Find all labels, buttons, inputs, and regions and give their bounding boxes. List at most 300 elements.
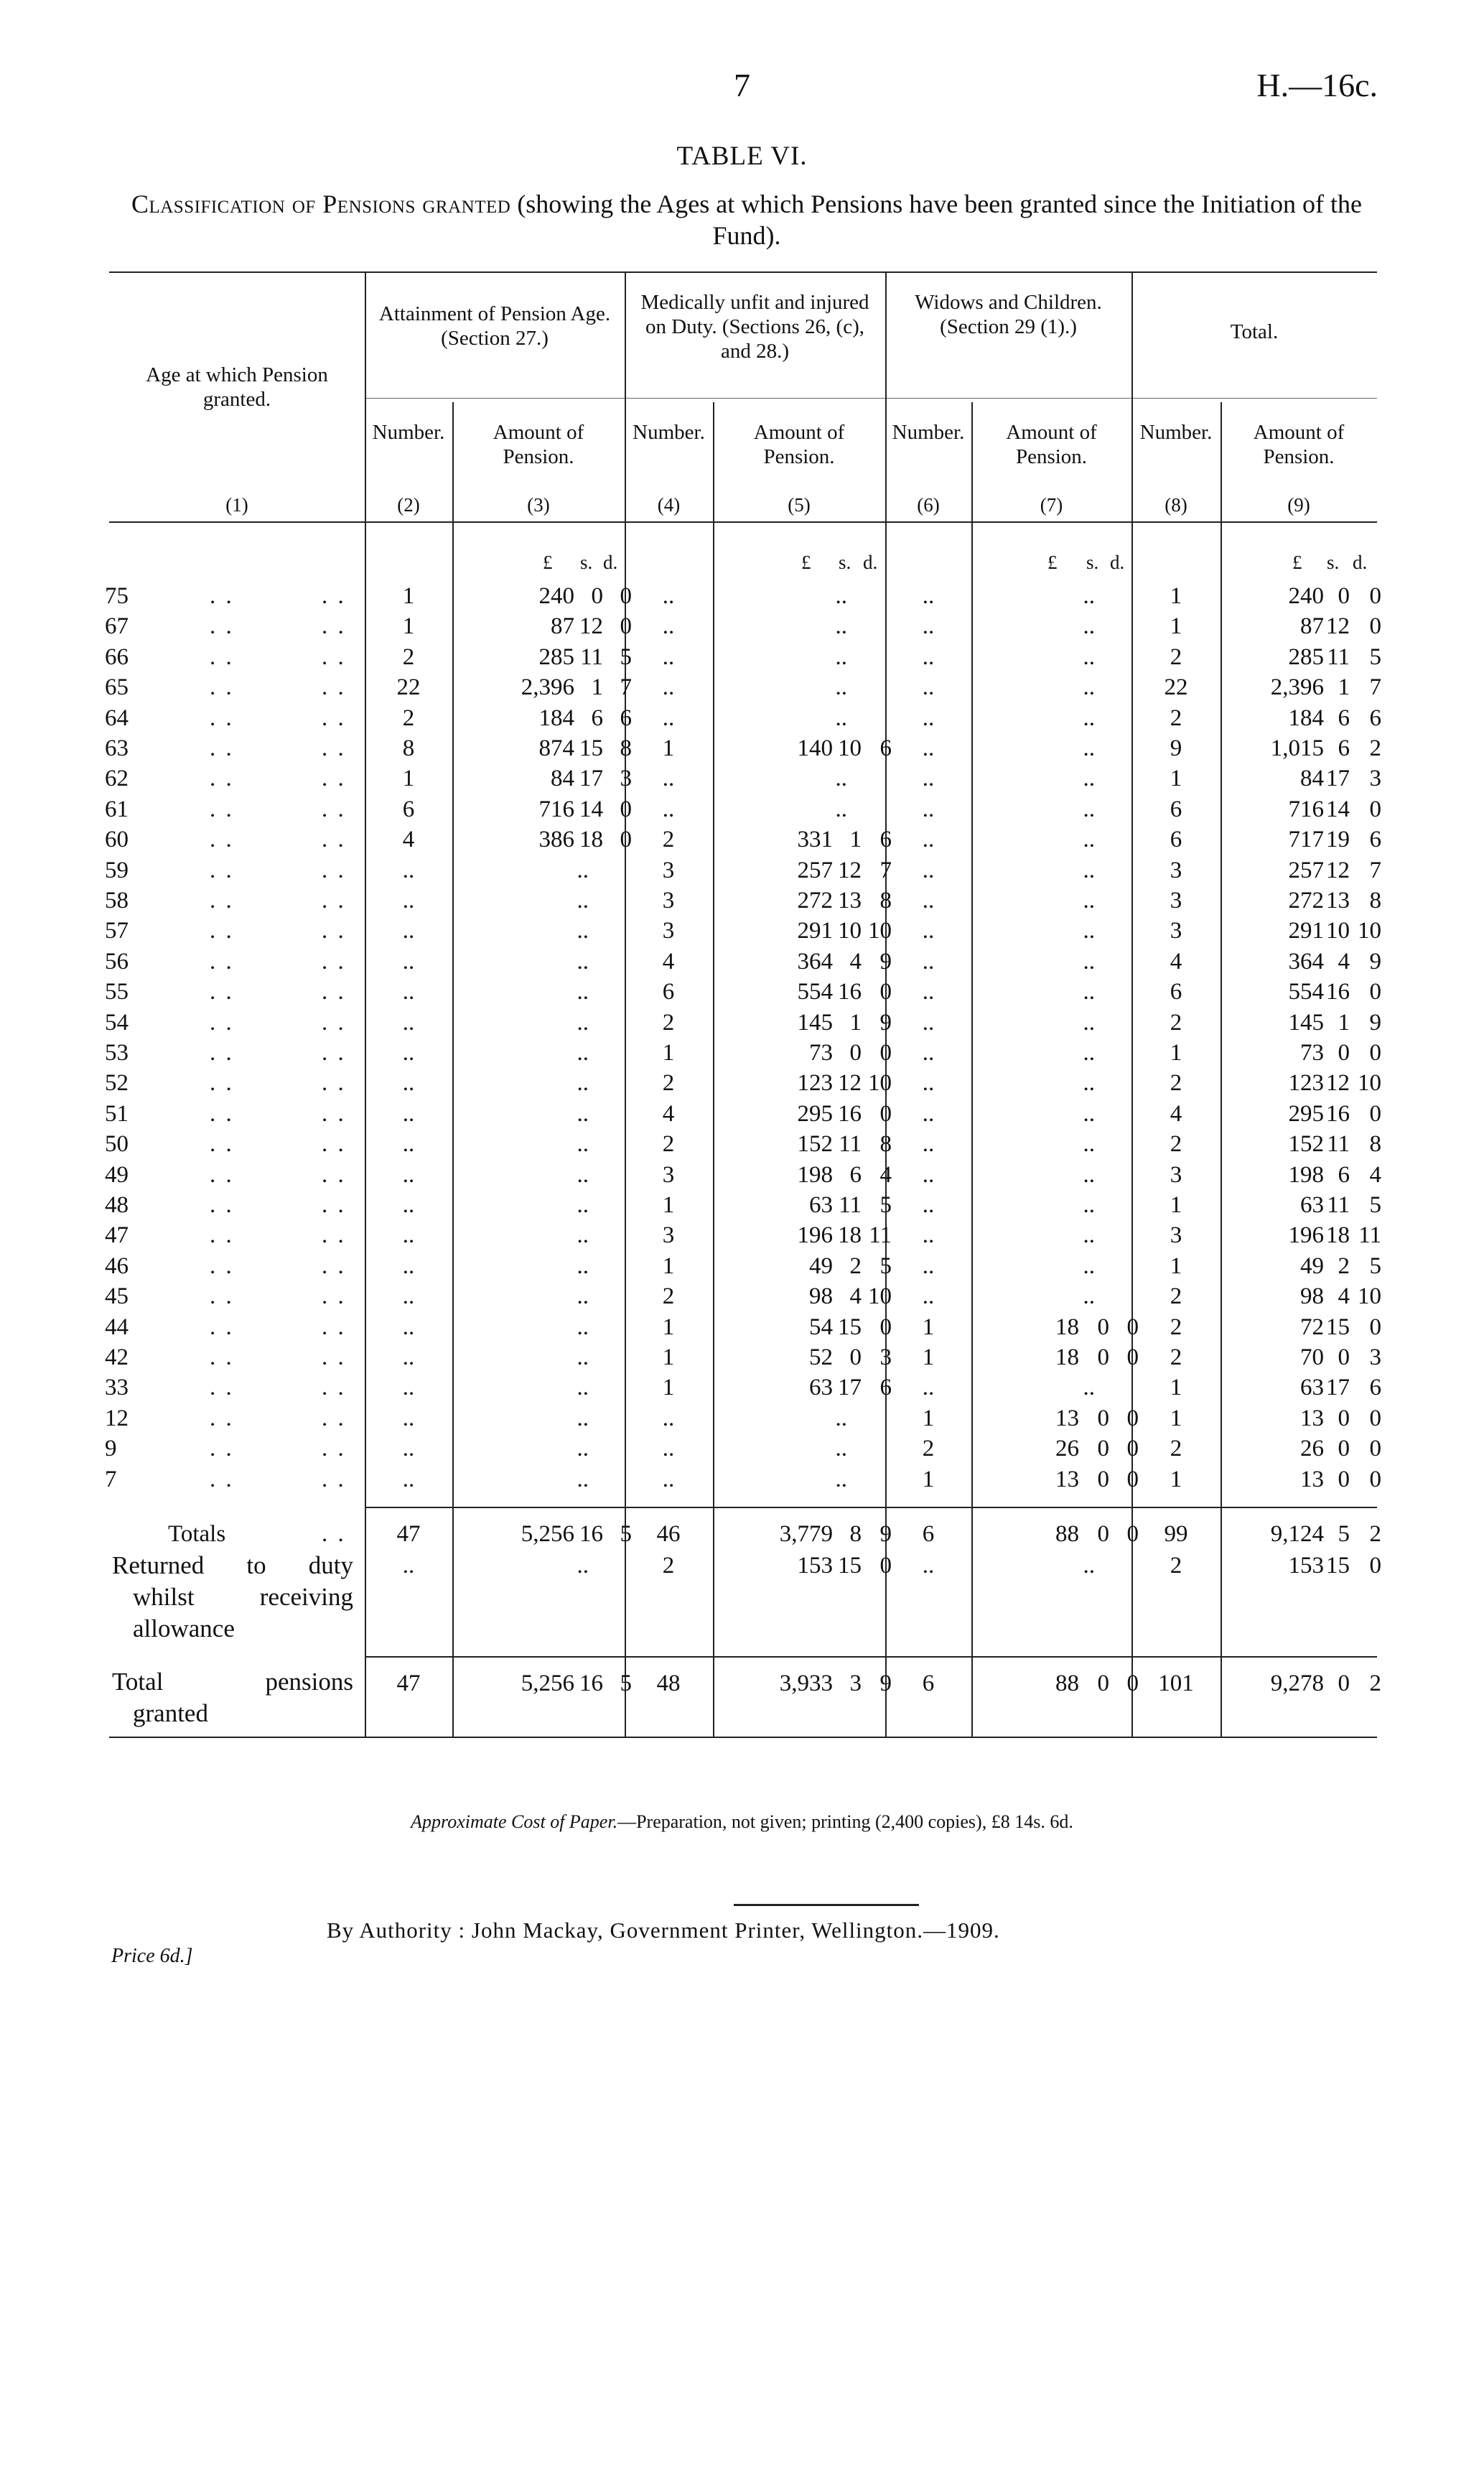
number-cell: .. [922, 613, 935, 639]
pence-cell: 10 [868, 1070, 892, 1096]
age-cell: 61 [105, 796, 129, 822]
number-cell: 2 [402, 644, 415, 670]
totals-row [0, 1521, 1484, 1551]
number-cell: .. [922, 858, 935, 883]
number-cell: 3 [662, 858, 675, 883]
leader-dots: . . [210, 918, 234, 944]
amount-cell: .. [1083, 1222, 1095, 1248]
number-cell: 2 [662, 827, 675, 852]
pounds-cell: 364 [1288, 949, 1324, 975]
number-cell: 6 [1170, 796, 1182, 822]
leader-dots: . . [322, 1436, 346, 1461]
pounds-cell: 84 [1300, 766, 1324, 791]
pounds-cell: 285 [1288, 644, 1324, 670]
leader-dots: . . [210, 1162, 234, 1188]
table-row [0, 1314, 1484, 1344]
pence-cell: 5 [620, 644, 632, 670]
shillings-cell: 13 [1326, 888, 1350, 914]
pence-cell: 0 [620, 827, 632, 852]
leader-dots: . . [210, 583, 234, 609]
pence-cell: 5 [879, 1253, 892, 1279]
pounds-cell: 63 [1300, 1192, 1324, 1218]
pounds-cell: 272 [1288, 888, 1324, 914]
pence-cell: 0 [620, 613, 632, 639]
shillings-cell: 12 [1326, 1070, 1350, 1096]
amount-cell: .. [1083, 1253, 1095, 1279]
age-cell: 7 [105, 1467, 117, 1492]
total-group-header: Total. [1230, 320, 1279, 343]
amount-cell: .. [577, 1344, 589, 1370]
leader-dots: . . [210, 979, 234, 1005]
number-cell: .. [922, 979, 935, 1005]
pence-cell: 3 [1369, 1344, 1381, 1370]
pence-cell: 0 [1369, 1101, 1381, 1127]
pence-cell: 9 [1369, 949, 1381, 975]
number-cell: .. [922, 1010, 935, 1036]
pounds-cell: 26 [1300, 1436, 1324, 1461]
number-cell: 4 [402, 827, 415, 852]
number-cell: .. [402, 1222, 415, 1248]
amount-cell: .. [1083, 1101, 1095, 1127]
pounds-cell: 240 [538, 583, 574, 609]
number-cell: 2 [662, 1131, 675, 1157]
leader-dots: . . [322, 979, 346, 1005]
pence-cell: 0 [1369, 583, 1381, 609]
shillings-cell: 0 [1338, 1670, 1350, 1696]
shillings-cell: 1 [1338, 1010, 1350, 1036]
amount-cell: .. [577, 1222, 589, 1248]
amount-cell: .. [577, 918, 589, 944]
pounds-cell: 73 [1300, 1040, 1324, 1066]
pounds-cell: 295 [1288, 1101, 1324, 1127]
amount-cell: .. [1083, 705, 1095, 731]
table-row [0, 1253, 1484, 1283]
pounds-cell: 554 [797, 979, 833, 1005]
shillings-cell: 11 [1327, 1131, 1350, 1157]
pence-cell: 9 [1369, 1010, 1381, 1036]
number-cell: 2 [1170, 705, 1182, 731]
pence-cell: 6 [879, 827, 892, 852]
number-cell: 3 [662, 1162, 675, 1188]
amount-subheader: Amount of Pension. [1253, 421, 1345, 468]
pence-cell: 0 [1126, 1314, 1139, 1340]
number-cell: 1 [1170, 1040, 1182, 1066]
pence-symbol: d. [1353, 552, 1368, 573]
pence-cell: 9 [879, 1521, 892, 1547]
pence-cell: 0 [879, 1040, 892, 1066]
number-cell: .. [922, 949, 935, 975]
pence-cell: 6 [1369, 1375, 1381, 1400]
pence-cell: 0 [620, 796, 632, 822]
page-number: 7 [734, 67, 750, 103]
table-row [0, 888, 1484, 918]
leader-dots: . . [322, 705, 346, 731]
number-cell: .. [662, 613, 675, 639]
pence-cell: 0 [1369, 1314, 1381, 1340]
number-cell: .. [402, 888, 415, 914]
shilling-symbol: s. [1327, 552, 1340, 573]
leader-dots: . . [210, 1070, 234, 1096]
amount-cell: .. [1083, 888, 1095, 914]
shillings-cell: 0 [1338, 1405, 1350, 1431]
shillings-cell: 11 [1327, 644, 1350, 670]
age-cell: 49 [105, 1162, 129, 1188]
number-cell: 1 [402, 613, 415, 639]
amount-cell: .. [835, 674, 847, 700]
number-subheader: Number. [1139, 421, 1213, 444]
shillings-cell: 16 [838, 979, 862, 1005]
pence-cell: 10 [1358, 1070, 1381, 1096]
leader-dots: . . [210, 858, 234, 883]
pence-cell: 9 [879, 949, 892, 975]
amount-cell: .. [835, 613, 847, 639]
shillings-cell: 16 [1326, 1101, 1350, 1127]
pence-cell: 6 [620, 705, 632, 731]
pence-cell: 8 [1369, 888, 1381, 914]
number-cell: .. [402, 1131, 415, 1157]
number-cell: 2 [662, 1010, 675, 1036]
pounds-cell: 18 [1055, 1314, 1079, 1340]
shillings-cell: 17 [579, 766, 603, 791]
age-cell: 33 [105, 1375, 129, 1400]
number-cell: 1 [922, 1467, 935, 1492]
amount-cell: .. [835, 766, 847, 791]
pence-cell: 0 [1126, 1436, 1139, 1461]
number-subheader: Number. [633, 421, 705, 444]
amount-cell: .. [577, 1553, 589, 1579]
pence-symbol: d. [1110, 552, 1125, 573]
age-cell: 53 [105, 1040, 129, 1066]
amount-cell: .. [577, 1040, 589, 1066]
table-row [0, 1162, 1484, 1192]
number-cell: .. [922, 644, 935, 670]
leader-dots: . . [322, 613, 346, 639]
shillings-cell: 0 [849, 1040, 862, 1066]
number-cell: 47 [396, 1670, 421, 1696]
pounds-cell: 63 [809, 1192, 833, 1218]
age-cell: 46 [105, 1253, 129, 1279]
pounds-cell: 152 [797, 1131, 833, 1157]
pounds-cell: 63 [1300, 1375, 1324, 1400]
number-cell: 2 [402, 705, 415, 731]
shillings-cell: 17 [838, 1375, 862, 1400]
number-cell: .. [922, 888, 935, 914]
number-cell: 2 [1170, 1070, 1182, 1096]
leader-dots: . . [210, 827, 234, 852]
pounds-cell: 145 [1288, 1010, 1324, 1036]
age-cell: 45 [105, 1283, 129, 1309]
shillings-cell: 17 [1326, 766, 1350, 791]
amount-cell: .. [577, 1101, 589, 1127]
number-cell: .. [402, 1101, 415, 1127]
number-cell: .. [922, 674, 935, 700]
number-cell: .. [402, 1344, 415, 1370]
age-cell: 44 [105, 1314, 129, 1340]
number-cell: .. [402, 1314, 415, 1340]
number-cell: .. [662, 644, 675, 670]
number-cell: .. [662, 1405, 675, 1431]
number-cell: .. [922, 1192, 935, 1218]
leader-dots: . . [322, 888, 346, 914]
leader-dots: . . [322, 949, 346, 975]
leader-dots: . . [322, 1405, 346, 1431]
shillings-cell: 16 [579, 1521, 603, 1547]
number-cell: .. [662, 583, 675, 609]
leader-dots: . . [210, 1010, 234, 1036]
shillings-cell: 1 [591, 674, 603, 700]
leader-dots: . . [322, 583, 346, 609]
pounds-cell: 123 [797, 1070, 833, 1096]
pound-symbol: £ [1047, 552, 1058, 573]
table-row [0, 1222, 1484, 1253]
number-cell: .. [402, 1010, 415, 1036]
number-cell: .. [922, 1375, 935, 1400]
group-header-rule [365, 398, 1377, 399]
document-reference: H.—16c. [1256, 67, 1378, 103]
shillings-cell: 6 [849, 1162, 862, 1188]
pence-cell: 2 [1369, 1521, 1381, 1547]
table-caption [122, 188, 1371, 251]
pence-cell: 7 [1369, 674, 1381, 700]
pounds-cell: 70 [1300, 1344, 1324, 1370]
leader-dots: . . [210, 796, 234, 822]
shillings-cell: 6 [1338, 705, 1350, 731]
number-cell: .. [922, 1283, 935, 1309]
number-cell: 1 [662, 1040, 675, 1066]
pence-cell: 0 [1126, 1467, 1139, 1492]
column-number: (6) [917, 494, 940, 516]
number-cell: 1 [922, 1405, 935, 1431]
leader-dots: . . [210, 1467, 234, 1492]
age-cell: 50 [105, 1131, 129, 1157]
table-row [0, 796, 1484, 827]
pounds-cell: 52 [809, 1344, 833, 1370]
pence-cell: 0 [1126, 1344, 1139, 1370]
shillings-cell: 0 [1097, 1670, 1109, 1696]
number-cell: 1 [662, 1375, 675, 1400]
pounds-cell: 196 [797, 1222, 833, 1248]
amount-subheader: Amount of Pension. [493, 421, 584, 468]
caption-rest: (showing the Ages at which Pensions have been granted since the Initiation of the Fund). [510, 190, 1363, 250]
column-number: (1) [225, 494, 248, 516]
pounds-cell: 196 [1288, 1222, 1324, 1248]
pence-cell: 6 [879, 735, 892, 761]
number-cell: 2 [1170, 1344, 1182, 1370]
pounds-cell: 49 [1300, 1253, 1324, 1279]
shillings-cell: 0 [1097, 1344, 1109, 1370]
pence-cell: 10 [1358, 918, 1381, 944]
number-cell: .. [922, 827, 935, 852]
table-row [0, 1070, 1484, 1100]
pounds-cell: 87 [1300, 613, 1324, 639]
pounds-cell: 13 [1300, 1467, 1324, 1492]
pounds-cell: 98 [809, 1283, 833, 1309]
shillings-cell: 10 [838, 735, 862, 761]
number-cell: 2 [1170, 1553, 1182, 1579]
number-cell: 2 [1170, 644, 1182, 670]
number-cell: .. [402, 1436, 415, 1461]
shillings-cell: 4 [849, 1283, 862, 1309]
pounds-cell: 63 [809, 1375, 833, 1400]
shillings-cell: 16 [1326, 979, 1350, 1005]
number-cell: .. [922, 766, 935, 791]
header-bottom-rule [109, 521, 1377, 523]
pounds-cell: 1,015 [1270, 735, 1324, 761]
leader-dots: . . [210, 1375, 234, 1400]
pounds-cell: 153 [797, 1553, 833, 1579]
age-cell: 63 [105, 735, 129, 761]
pence-cell: 0 [1369, 979, 1381, 1005]
shillings-cell: 0 [1097, 1405, 1109, 1431]
pounds-cell: 874 [538, 735, 574, 761]
shillings-cell: 15 [838, 1314, 862, 1340]
amount-cell: .. [835, 1467, 847, 1492]
pence-cell: 4 [879, 1162, 892, 1188]
pounds-cell: 198 [1288, 1162, 1324, 1188]
number-cell: .. [402, 1070, 415, 1096]
amount-cell: .. [1083, 613, 1095, 639]
number-cell: 1 [662, 1192, 675, 1218]
pence-symbol: d. [863, 552, 878, 573]
authority-rule [734, 1904, 919, 1906]
table-row [0, 1344, 1484, 1375]
leader-dots: . . [322, 735, 346, 761]
pounds-cell: 184 [538, 705, 574, 731]
age-cell: 47 [105, 1222, 129, 1248]
leader-dots: . . [322, 1101, 346, 1127]
pence-cell: 11 [869, 1222, 892, 1248]
shillings-cell: 17 [1326, 1375, 1350, 1400]
amount-cell: .. [577, 1283, 589, 1309]
table-top-rule [109, 271, 1377, 273]
pence-cell: 0 [1369, 1040, 1381, 1066]
column-number: (9) [1287, 494, 1310, 516]
age-cell: 65 [105, 674, 129, 700]
pence-cell: 3 [879, 1344, 892, 1370]
age-cell: 57 [105, 918, 129, 944]
pence-cell: 0 [1369, 613, 1381, 639]
table-title: TABLE VI. [676, 141, 808, 171]
table-row [0, 1192, 1484, 1222]
amount-cell: .. [1083, 735, 1095, 761]
leader-dots: . . [322, 858, 346, 883]
number-cell: .. [662, 1467, 675, 1492]
shillings-cell: 1 [1338, 674, 1350, 700]
number-cell: .. [402, 1253, 415, 1279]
number-cell: 3 [662, 918, 675, 944]
pounds-cell: 295 [797, 1101, 833, 1127]
table-row [0, 583, 1484, 613]
number-cell: 101 [1158, 1670, 1194, 1696]
shillings-cell: 1 [849, 827, 862, 852]
returned-label-line1: Returned to duty [112, 1551, 353, 1579]
number-cell: 2 [1170, 1314, 1182, 1340]
number-cell: 1 [1170, 613, 1182, 639]
amount-cell: .. [1083, 979, 1095, 1005]
widows-group-header: Widows and Children. (Section 29 (1).) [915, 291, 1102, 338]
column-number: (2) [397, 494, 420, 516]
pounds-cell: 3,779 [779, 1521, 833, 1547]
pence-cell: 7 [620, 674, 632, 700]
column-number: (8) [1165, 494, 1187, 516]
pounds-cell: 257 [1288, 858, 1324, 883]
pounds-cell: 88 [1055, 1521, 1079, 1547]
pounds-cell: 291 [797, 918, 833, 944]
pounds-cell: 54 [809, 1314, 833, 1340]
price: Price 6d.] [111, 1945, 193, 1967]
shillings-cell: 18 [838, 1222, 862, 1248]
amount-cell: .. [1083, 1131, 1095, 1157]
table-row [0, 1040, 1484, 1070]
pence-cell: 6 [1369, 827, 1381, 852]
leader-dots: . . [210, 705, 234, 731]
pounds-cell: 13 [1055, 1467, 1079, 1492]
leader-dots: . . [210, 1222, 234, 1248]
leader-dots: . . [210, 674, 234, 700]
pounds-cell: 291 [1288, 918, 1324, 944]
number-cell: .. [662, 705, 675, 731]
grand-total-rule [365, 1656, 1377, 1658]
shillings-cell: 10 [1326, 918, 1350, 944]
table-row [0, 1375, 1484, 1405]
age-cell: 64 [105, 705, 129, 731]
number-cell: .. [402, 1553, 415, 1579]
age-cell: 62 [105, 766, 129, 791]
shillings-cell: 4 [849, 949, 862, 975]
shillings-cell: 18 [579, 827, 603, 852]
pence-cell: 5 [879, 1192, 892, 1218]
pence-cell: 9 [879, 1010, 892, 1036]
pounds-cell: 240 [1288, 583, 1324, 609]
table-row [0, 1436, 1484, 1466]
amount-cell: .. [577, 1010, 589, 1036]
amount-cell: .. [1083, 674, 1095, 700]
shillings-cell: 0 [849, 1344, 862, 1370]
pounds-cell: 98 [1300, 1283, 1324, 1309]
number-cell: .. [922, 796, 935, 822]
pound-symbol: £ [1292, 552, 1302, 573]
pounds-cell: 716 [1288, 796, 1324, 822]
number-cell: 3 [1170, 1162, 1182, 1188]
shillings-cell: 15 [1326, 1553, 1350, 1579]
leader-dots: . . [210, 1131, 234, 1157]
shillings-cell: 4 [1338, 1283, 1350, 1309]
amount-cell: .. [577, 1070, 589, 1096]
leader-dots: . . [210, 1192, 234, 1218]
leader-dots: . . [210, 888, 234, 914]
amount-cell: .. [1083, 1010, 1095, 1036]
age-cell: 75 [105, 583, 129, 609]
pence-cell: 0 [1369, 1436, 1381, 1461]
leader-dots: . . [322, 1162, 346, 1188]
leader-dots: . . [210, 1253, 234, 1279]
pence-cell: 0 [879, 1553, 892, 1579]
amount-cell: .. [577, 979, 589, 1005]
shillings-cell: 11 [839, 1131, 862, 1157]
pence-cell: 0 [620, 583, 632, 609]
amount-cell: .. [577, 1436, 589, 1461]
leader-dots: . . [210, 766, 234, 791]
amount-cell: .. [577, 1192, 589, 1218]
attainment-group-header: Attainment of Pension Age. (Section 27.) [378, 302, 611, 350]
number-cell: 2 [922, 1436, 935, 1461]
table-row [0, 1131, 1484, 1161]
shillings-cell: 16 [579, 1670, 603, 1696]
pounds-cell: 5,256 [521, 1521, 574, 1547]
leader-dots: . . [322, 1283, 346, 1309]
number-cell: 4 [662, 949, 675, 975]
pence-cell: 7 [1369, 858, 1381, 883]
